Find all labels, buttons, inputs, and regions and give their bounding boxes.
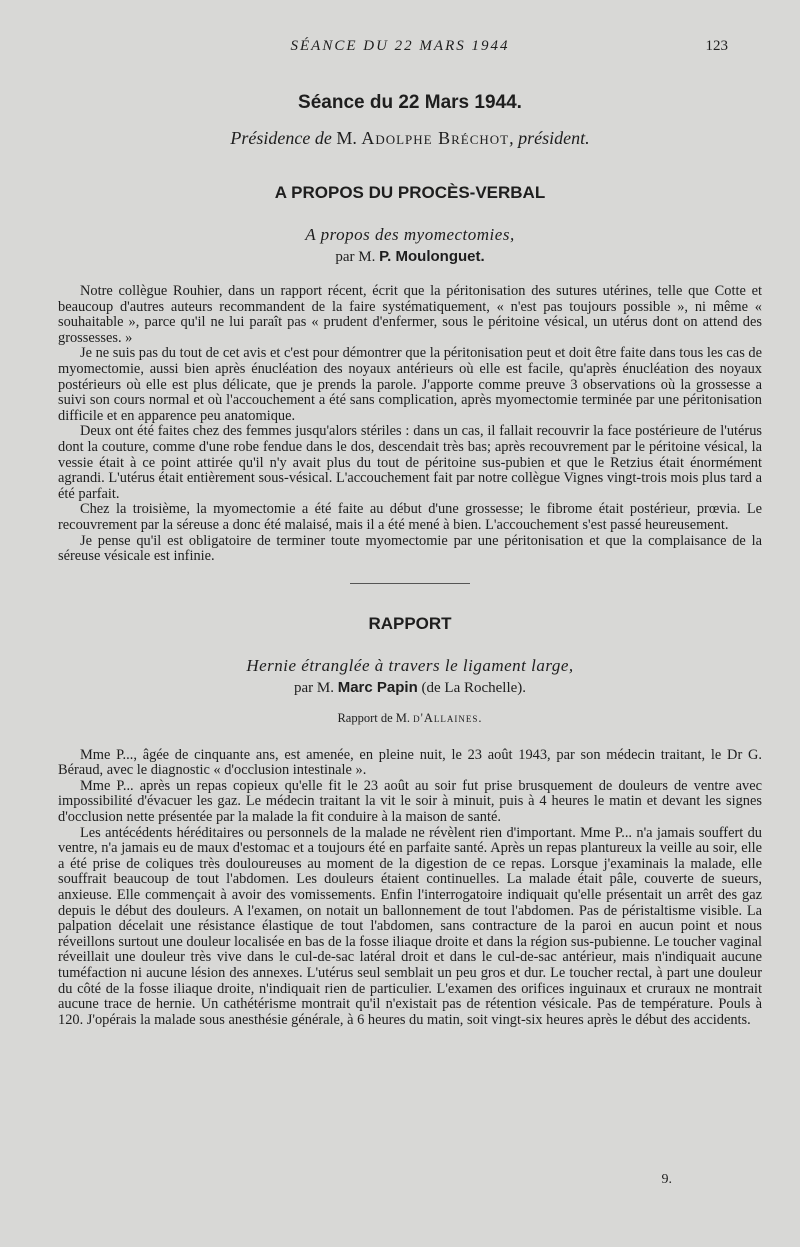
seance-title: Séance du 22 Mars 1944. xyxy=(298,92,522,113)
byline-suffix: (de La Rochelle). xyxy=(421,679,527,696)
rapport-note xyxy=(58,711,762,726)
byline-prefix: par M. xyxy=(335,249,376,265)
paragraph: Je pense qu'il est obligatoire de terminer toute myomectomie par une péritonisation et que la complaisance de la séreuse vésicale est infinie. xyxy=(58,532,762,565)
presidence-suffix: , président. xyxy=(509,128,590,148)
byline-papin xyxy=(58,679,762,697)
paragraph: Notre collègue Rouhier, dans un rapport récent, écrit que la péritonisation des sutures utérines, telle que Cotte et beaucoup d'autres auteurs recommandent de la faire systématiquement, « n'est pas toujours possible », ni même « souhaitable », parce qu'il ne lui paraît pas « prudent d'enfermer, sous le péritoine vésical, un utérus dont on attend des grossesses. » xyxy=(58,283,762,346)
paragraph: Je ne suis pas du tout de cet avis et c'est pour démontrer que la péritonisation peut et doit être faite dans tous les cas de myomectomie, aussi bien après énucléation des noyaux antérieurs où elle est facile, qu'après énucléation des noyaux postérieurs où elle est plus délicate, que je prends la parole. J'apporte comme preuve 3 observations où la grossesse a suivi son cours normal et où l'accouchement a été sans complication, après myomectomie terminée par une péritonisation difficile et en apparence peu anatomique. xyxy=(58,345,762,424)
paragraph: Mme P..., âgée de cinquante ans, est amenée, en pleine nuit, le 23 août 1943, par son médecin traitant, le Dr G. Béraud, avec le diagnostic « d'occlusion intestinale ». xyxy=(58,746,762,779)
section-heading-rapport: RAPPORT xyxy=(368,613,452,633)
paragraph: Deux ont été faites chez des femmes jusqu'alors stériles : dans un cas, il fallait recouvrir la face postérieure de l'utérus dont la couture, comme d'une robe fendue dans le dos, descendait très bas; après recouvrement par le péritoine vésical, la vessie était à ce point attirée qu'il n'y avait plus du tout de péritoine sus-pubien et que le Retzius était énormément agrandi. L'utérus était entièrement sous-vésical. L'accouchement fait par notre collègue Vignes vingt-trois mois plus tard a été parfait. xyxy=(58,423,762,502)
author-name: P. Moulonguet. xyxy=(379,248,485,265)
article-title-hernie: Hernie étranglée à travers le ligament large, xyxy=(246,655,574,675)
byline-moulonguet xyxy=(58,248,762,266)
article-title-myomectomies: A propos des myomectomies, xyxy=(305,225,515,244)
rapport-author: d'Allaines. xyxy=(413,710,483,725)
paragraph: Chez la troisième, la myomectomie a été faite au début d'une grossesse; le fibrome était postérieur, prœvia. Le recouvrement par la séreuse a donc été malaisé, mais il a été mené à bien. L'accouchement s'est passé heureusement. xyxy=(58,501,762,533)
president-name: Adolphe Bréchot xyxy=(361,128,510,148)
president-title: M. xyxy=(336,128,357,148)
byline-prefix: par M. xyxy=(293,679,334,696)
paragraph: Les antécédents héréditaires ou personnels de la malade ne révèlent rien d'important. Mme P... n'a jamais souffert du ventre, n'a jamais eu de maux d'estomac et a toujours été en parfaite santé. Après un repas plantureux la veille au soir, elle a été prise de coliques très douloureuses au moment de la digestion de ce repas. Lorsque j'examinais la malade, elle souffrait beaucoup de tout l'abdomen. Les douleurs étaient continuelles. La malade était pâle, couverte de sueurs, anxieuse. Elle commençait à avoir des vomissements. Enfin l'interrogatoire indiquait qu'elle présentait un arrêt des gaz depuis le début des douleurs. A l'examen, on notait un ballonnement de tout l'abdomen. Pas de péristaltisme visible. La palpation décelait une résistance élastique de tout l'abdomen, sans contracture de la paroi en aucun point et nous réveillons surtout une douleur localisée en bas de la fosse iliaque droite et dans la région sus-pubienne. Le toucher vaginal réveillait une douleur très vive dans le cul-de-sac latéral droit et dans le cul-de-sac antérieur, mais n'indiquait aucune tuméfaction ni aucune lésion des annexes. L'utérus seul semblait un peu gros et dur. Le toucher rectal, à part une douleur du côté de la fosse iliaque droite, n'indiquait rien de particulier. L'examen des orifices inguinaux et cruraux ne montrait aucune trace de hernie. Un cathétérisme montrait qu'il n'existait pas de rétention vésicale. Pas de température. Pouls à 120. J'opérais la malade sous anesthésie générale, à 6 heures du matin, soit vingt-six heures après le début des accidents. xyxy=(58,824,762,1028)
presidence-line xyxy=(58,128,762,149)
page-number: 123 xyxy=(705,38,728,54)
page-content xyxy=(58,86,762,1028)
rapport-prefix: Rapport de M. xyxy=(337,710,411,725)
section-heading-proces-verbal: A PROPOS DU PROCÈS-VERBAL xyxy=(274,183,546,202)
signature-number: 9. xyxy=(661,1172,672,1187)
author-name: Marc Papin xyxy=(337,678,418,696)
running-header: SÉANCE DU 22 MARS 1944 xyxy=(290,38,510,54)
presidence-prefix: Présidence de xyxy=(230,128,332,148)
paragraph: Mme P... après un repas copieux qu'elle fit le 23 août au soir fut prise brusquement de douleurs de ventre avec impossibilité d'évacuer les gaz. Le médecin traitant la vit le soir à minuit, puis à 4 heures le matin et devant les signes d'occlusion nette présentée par la malade la fit conduire à la maison de santé. xyxy=(58,777,762,826)
